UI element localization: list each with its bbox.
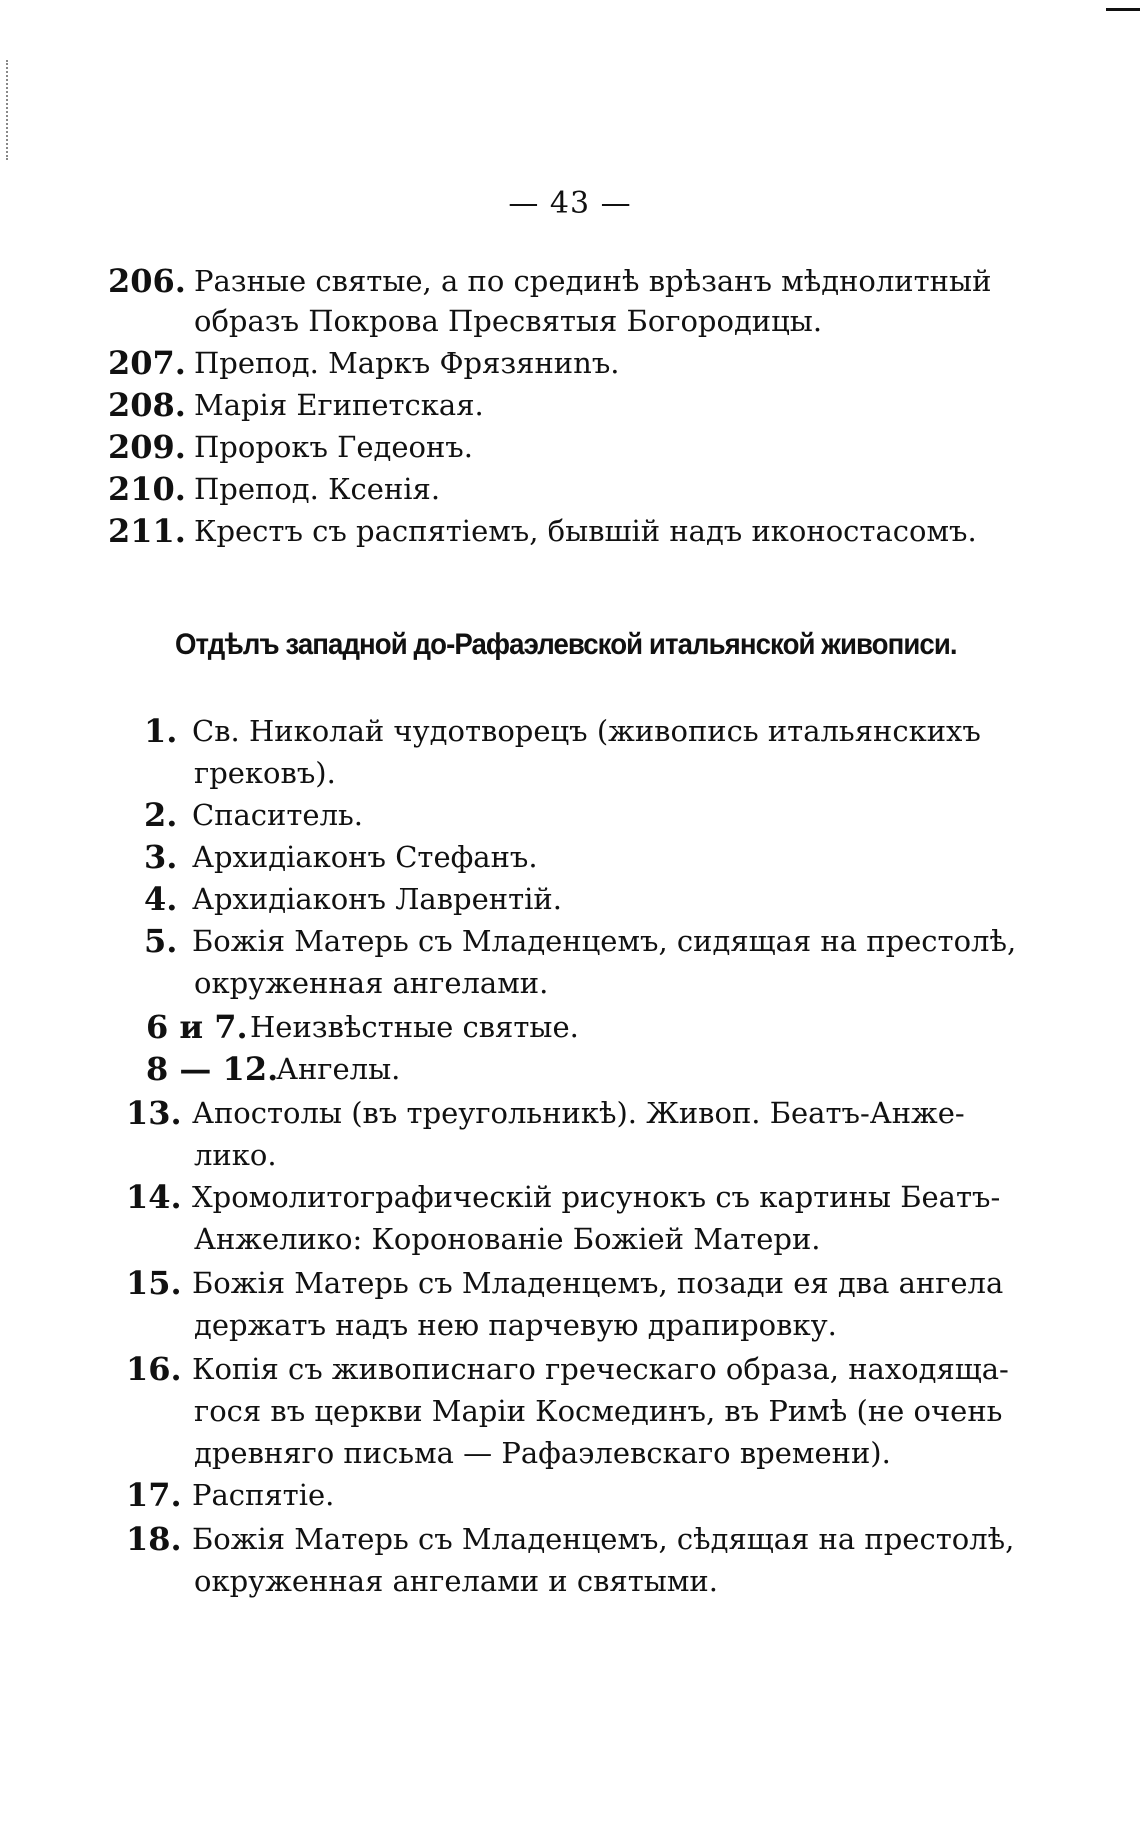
list-item-text: Пророкъ Гедеонъ. — [194, 430, 473, 464]
section-heading: Отдѣлъ западной до-Рафаэлевской итальянской живописи. — [175, 628, 957, 661]
list-item-text: Ангелы. — [276, 1052, 401, 1086]
list-item-text: Марія Египетская. — [194, 388, 484, 422]
list-item-text: образъ Покрова Пресвятыя Богородицы. — [194, 304, 823, 338]
list-item-text: Препод. Ксенія. — [194, 472, 441, 506]
list-item-text: Божія Матерь съ Младенцемъ, сидящая на престолѣ, — [192, 924, 1017, 958]
page-number: — 43 — — [508, 186, 632, 221]
list-item-text: лико. — [194, 1138, 277, 1172]
list-item-text: Хромолитографическій рисунокъ съ картины Беатъ- — [192, 1180, 1001, 1214]
list-item-text: Архидіаконъ Стефанъ. — [192, 840, 538, 874]
list-item-number: 8 — 12. — [146, 1050, 279, 1088]
list-item-number: 211. — [108, 512, 186, 550]
list-item-text: держатъ надъ нею парчевую драпировку. — [194, 1308, 837, 1342]
list-item-number: 17. — [126, 1476, 182, 1514]
list-item-number: 4. — [144, 880, 178, 918]
list-item-number: 206. — [108, 262, 186, 300]
list-item-text: Препод. Маркъ Фрязяниnъ. — [194, 346, 620, 380]
list-item-number: 207. — [108, 344, 186, 382]
list-item-text: грековъ). — [194, 756, 336, 790]
list-item-text: Анжелико: Коронованіе Божіей Матери. — [194, 1222, 821, 1256]
list-item-text: гося въ церкви Маріи Космединъ, въ Римѣ (не очень — [194, 1394, 1003, 1428]
list-item-number: 5. — [144, 922, 178, 960]
list-item-text: Распятіе. — [192, 1478, 335, 1512]
scan-edge-dots — [6, 60, 10, 160]
list-item-text: окруженная ангелами. — [194, 966, 549, 1000]
list-item-text: Архидіаконъ Лаврентій. — [192, 882, 562, 916]
list-item-text: древняго письма — Рафаэлевскаго времени). — [194, 1436, 891, 1470]
list-item-text: Божія Матерь съ Младенцемъ, позади ея два ангела — [192, 1266, 1004, 1300]
list-item-number: 2. — [144, 796, 178, 834]
list-item-number: 18. — [126, 1520, 182, 1558]
list-item-text: Спаситель. — [192, 798, 364, 832]
list-item-text: Разные святые, а по срединѣ врѣзанъ мѣднолитный — [194, 264, 992, 298]
list-item-text: Божія Матерь съ Младенцемъ, сѣдящая на престолѣ, — [192, 1522, 1015, 1556]
list-item-text: Крестъ съ распятіемъ, бывшій надъ иконостасомъ. — [194, 514, 977, 548]
list-item-number: 14. — [126, 1178, 182, 1216]
list-item-number: 6 и 7. — [146, 1008, 248, 1046]
list-item-number: 209. — [108, 428, 186, 466]
list-item-number: 1. — [144, 712, 178, 750]
list-item-number: 3. — [144, 838, 178, 876]
list-item-number: 208. — [108, 386, 186, 424]
list-item-text: Св. Николай чудотворецъ (живопись итальянскихъ — [192, 714, 981, 748]
list-item-text: Апостолы (въ треугольникѣ). Живоп. Беатъ-Анже- — [192, 1096, 965, 1130]
scan-edge-mark — [1106, 8, 1140, 11]
list-item-number: 15. — [126, 1264, 182, 1302]
list-item-number: 16. — [126, 1350, 182, 1388]
list-item-text: Неизвѣстные святые. — [250, 1010, 579, 1044]
list-item-text: окруженная ангелами и святыми. — [194, 1564, 718, 1598]
list-item-number: 210. — [108, 470, 186, 508]
list-item-text: Копія съ живописнаго греческаго образа, находяща- — [192, 1352, 1009, 1386]
list-item-number: 13. — [126, 1094, 182, 1132]
